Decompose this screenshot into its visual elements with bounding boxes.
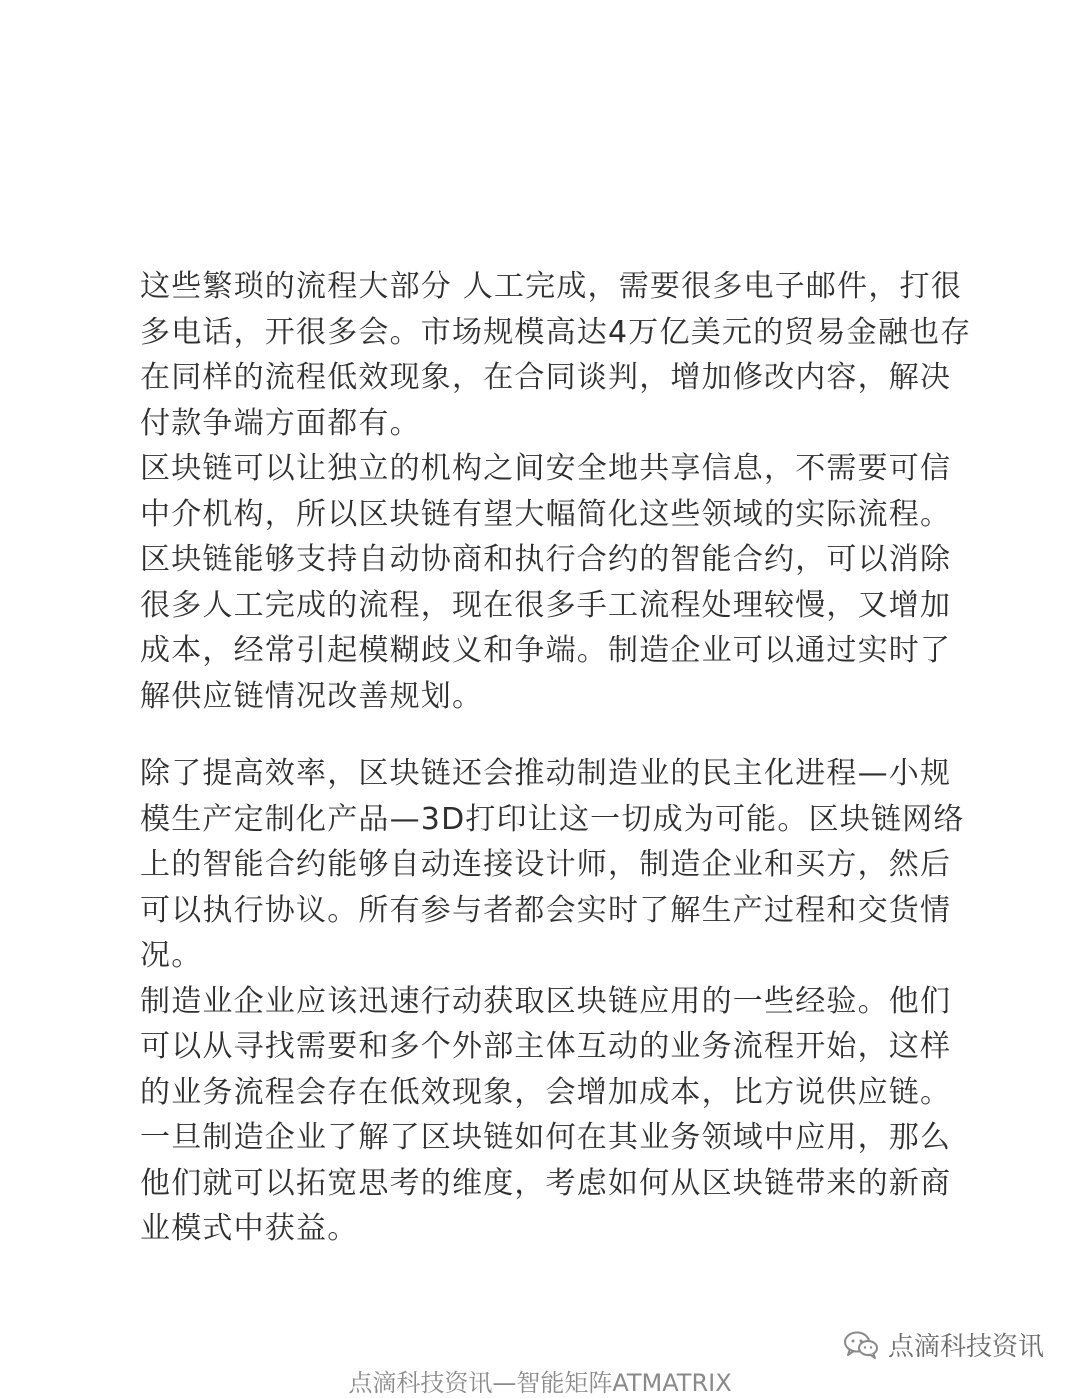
- text-line: 区块链能够支持自动协商和执行合约的智能合约，可以消除: [140, 542, 952, 577]
- paragraph: [140, 751, 965, 979]
- text-line: 制造业企业应该迅速行动获取区块链应用的一些经验。他们: [140, 983, 952, 1019]
- paragraph: [140, 537, 952, 719]
- footer-caption: 点滴科技资讯—智能矩阵ATMATRIX: [348, 1369, 732, 1397]
- text-line: 付款争端方面都有。: [140, 405, 421, 441]
- paragraph: [140, 1115, 952, 1252]
- wechat-icon: [842, 1330, 880, 1360]
- watermark-text: 点滴科技资讯: [887, 1332, 1044, 1362]
- text-line: 一旦制造企业了解了区块链如何在其业务领域中应用，那么: [140, 1120, 952, 1155]
- text-line: 他们就可以拓宽思考的维度，考虑如何从区块链带来的新商: [140, 1165, 952, 1201]
- text-line: 多电话，开很多会。市场规模高达4万亿美元的贸易金融也存: [140, 314, 972, 350]
- text-line: 成本，经常引起模糊歧义和争端。制造企业可以通过实时了: [140, 633, 952, 668]
- text-line: 在同样的流程低效现象，在合同谈判，增加修改内容，解决: [140, 360, 952, 395]
- text-line: 这些繁琐的流程大部分 人工完成，需要很多电子邮件，打很: [140, 269, 962, 304]
- paragraph: [140, 446, 952, 537]
- text-line: 中介机构，所以区块链有望大幅简化这些领域的实际流程。: [140, 496, 952, 532]
- text-line: 业模式中获益。: [140, 1211, 359, 1246]
- text-line: 区块链可以让独立的机构之间安全地共享信息，不需要可信: [140, 451, 952, 486]
- text-line: 可以从寻找需要和多个外部主体互动的业务流程开始，这样: [140, 1029, 952, 1064]
- wechat-watermark: [842, 1326, 1044, 1363]
- text-line: 除了提高效率，区块链还会推动制造业的民主化进程—小规: [140, 756, 952, 791]
- text-line: 模生产定制化产品—3D打印让这一切成为可能。区块链网络: [140, 801, 965, 837]
- paragraph: [140, 979, 952, 1116]
- text-line: 的业务流程会存在低效现象，会增加成本，比方说供应链。: [140, 1074, 952, 1110]
- text-line: 上的智能合约能够自动连接设计师，制造企业和买方，然后: [140, 847, 952, 882]
- article-body: [140, 264, 972, 1252]
- text-line: 况。: [140, 938, 203, 973]
- text-line: 可以执行协议。所有参与者都会实时了解生产过程和交货情: [140, 892, 952, 928]
- text-line: 解供应链情况改善规划。: [140, 678, 484, 714]
- text-line: 很多人工完成的流程，现在很多手工流程处理较慢，又增加: [140, 587, 952, 623]
- paragraph: [140, 264, 972, 446]
